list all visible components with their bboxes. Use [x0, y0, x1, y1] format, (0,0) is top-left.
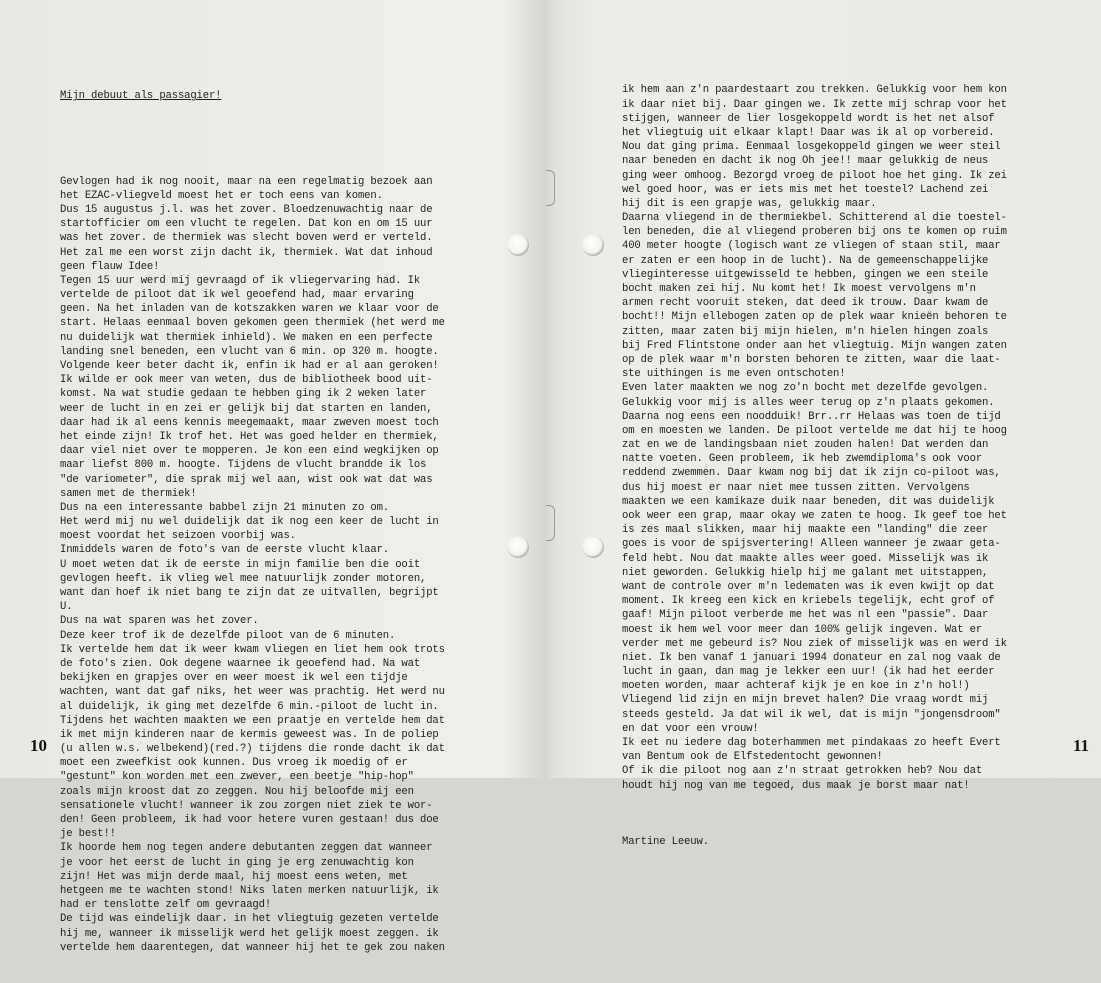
text-line: "de variometer", die sprak mij wel aan, wist ook wat dat was	[60, 473, 433, 486]
text-line: bocht maken zei hij. Nu komt het! Ik moest vervolgens m'n	[622, 283, 976, 296]
text-line: is zes maal slikken, maar hij maakte een "landing" die zeer	[622, 524, 989, 537]
text-line: maakten we een kamikaze duik naar beneden, dit was duidelijk	[622, 495, 995, 508]
text-line: zijn! Het was mijn derde maal, hij moest eens weten, met	[60, 870, 408, 883]
text-line: wel goed hoor, was er iets mis met het toestel? Lachend zei	[622, 183, 989, 196]
text-line: Nou dat ging prima. Eenmaal losgekoppeld gingen we weer steil	[622, 141, 1001, 154]
left-page	[0, 0, 545, 954]
text-line: steeds gesteld. Ja dat wil ik wel, dat is mijn "jongensdroom"	[622, 708, 1001, 721]
page-number-left: 10	[30, 736, 47, 755]
text-line: bocht!! Mijn ellebogen zaten op de plek waar knieën behoren te	[622, 311, 1007, 324]
text-line: "gestunt" kon worden met een zwever, een beetje "hip-hop"	[60, 771, 414, 784]
text-line: Volgende keer beter dacht ik, enfin ik had er al aan geroken!	[60, 360, 439, 373]
left-article-body	[60, 61, 490, 983]
text-line: op de plek waar m'n borsten behoren te zitten, waar die laat-	[622, 353, 1001, 366]
binder-hole-top-right	[582, 234, 604, 256]
text-line: maar liefst 800 m. hoogte. Tijdens de vlucht brandde ik los	[60, 459, 427, 472]
text-line: je voor het eerst de lucht in ging je erg zenuwachtig kon	[60, 856, 414, 869]
text-line: De tijd was eindelijk daar. in het vliegtuig gezeten vertelde	[60, 913, 439, 926]
text-line: was het zover. de thermiek was slecht boven werd er verteld.	[60, 232, 433, 245]
article-title: Mijn debuut als passagier!	[60, 90, 222, 103]
right-article-body	[622, 55, 1062, 878]
text-line: armen recht vooruit steken, dat deed ik trouw. Daar kwam de	[622, 297, 989, 310]
text-line: stijgen, wanneer de lier losgekoppeld wordt is het net alsof	[622, 112, 995, 125]
text-line: al duidelijk, ik ging met dezelfde 6 min.-piloot de lucht in.	[60, 700, 439, 713]
text-line: Gelukkig voor mij is alles weer terug op z'n plaats gekomen.	[622, 396, 995, 409]
text-line: ik met mijn kinderen naar de kermis geweest was. In de poliep	[60, 728, 439, 741]
text-line: ging weer omhoog. Bezorgd vroeg de piloot hoe het ging. Ik zei	[622, 169, 1007, 182]
text-line: hetgeen me te wachten stond! Niks laten merken natuurlijk, ik	[60, 884, 439, 897]
text-line: Ik hoorde hem nog tegen andere debutanten zeggen dat wanneer	[60, 842, 433, 855]
text-line: zat en we de landingsbaan niet zouden halen! Dat werden dan	[622, 439, 989, 452]
text-line: (u allen w.s. welbekend)(red.?) tijdens die ronde dacht ik dat	[60, 743, 445, 756]
text-line: natte voeten. Geen probleem, ik heb zwemdiploma's ook voor	[622, 453, 983, 466]
text-line: je best!!	[60, 828, 116, 841]
text-line: Daarna nog eens een noodduik! Brr..rr Helaas was toen de tijd	[622, 410, 1001, 423]
text-line: start. Helaas eenmaal boven gekomen geen thermiek (het werd me	[60, 317, 445, 330]
text-line: daar had ik al eens kennis meegemaakt, maar zweven moest toch	[60, 416, 439, 429]
text-line: wachten, want dat gaf niks, het weer was prachtig. Het werd nu	[60, 686, 445, 699]
author-signature: Martine Leeuw.	[622, 836, 709, 849]
text-line: verder met me gebeurd is? Nou ziek of misselijk was en werd ik	[622, 637, 1007, 650]
text-line: het vliegtuig uit elkaar klapt! Daar was ik al op vorbereid.	[622, 126, 995, 139]
text-line: Deze keer trof ik de dezelfde piloot van de 6 minuten.	[60, 629, 396, 642]
text-line: niet geworden. Gelukkig hielp hij me galant met uitstappen,	[622, 566, 989, 579]
text-line: Ik wilde er ook meer van weten, dus de bibliotheek bood uit-	[60, 374, 433, 387]
text-line: lucht in gaan, dan mag je lekker een uur! (ik had het eerder	[622, 666, 995, 679]
text-line: Ik vertelde hem dat ik weer kwam vliegen en liet hem ook trots	[60, 643, 445, 656]
text-line: Tegen 15 uur werd mij gevraagd of ik vliegervaring had. Ik	[60, 274, 421, 287]
staple-bottom	[546, 505, 555, 541]
text-line: daar viel niet over te mopperen. Je kon een eind wegkijken op	[60, 445, 439, 458]
text-line: reddend zwemmen. Daar kwam nog bij dat ik zijn co-piloot was,	[622, 467, 1001, 480]
text-line: geen flauw Idee!	[60, 260, 160, 273]
text-line: moet een zweefkist ook kunnen. Dus vroeg ik moedig of er	[60, 757, 408, 770]
text-line: gevlogen heeft. ik vlieg wel mee natuurlijk zonder motoren,	[60, 572, 427, 585]
text-line: Ik eet nu iedere dag boterhammen met pindakaas zo heeft Evert	[622, 737, 1001, 750]
text-line: Dus na een interessante babbel zijn 21 minuten zo om.	[60, 501, 389, 514]
text-line: nu duidelijk wat thermiek inhield). We maken en een perfecte	[60, 331, 433, 344]
text-line: Daarna vliegend in de thermiekbel. Schitterend al die toestel-	[622, 212, 1007, 225]
text-line: moment. Ik kreeg een kick en kriebels tegelijk, echt grof of	[622, 595, 995, 608]
text-line: ste uithingen is me even ontschoten!	[622, 368, 846, 381]
text-line: ik daar niet bij. Daar gingen we. Ik zette mij schrap voor het	[622, 98, 1007, 111]
text-line: Het werd mij nu wel duidelijk dat ik nog een keer de lucht in	[60, 516, 439, 529]
text-line: feld hebt. Nou dat maakte alles weer goed. Misselijk was ik	[622, 552, 989, 565]
text-line: Of ik die piloot nog aan z'n straat getrokken heb? Nou dat	[622, 765, 983, 778]
text-line: moest voordat het seizoen voorbij was.	[60, 530, 296, 543]
text-line: Tijdens het wachten maakten we een praatje en vertelde hem dat	[60, 714, 445, 727]
text-line: want de controle over m'n ledematen was ik even kwijt op dat	[622, 580, 995, 593]
text-line: Dus na wat sparen was het zover.	[60, 615, 259, 628]
text-line: hij me, wanneer ik misselijk werd het gelijk moest zeggen. ik	[60, 927, 439, 940]
text-line: om en moesten we landen. De piloot vertelde me dat hij te hoog	[622, 424, 1007, 437]
right-page	[545, 0, 1101, 849]
text-line: sensationele vlucht! wanneer ik zou zorgen niet ziek te wor-	[60, 799, 433, 812]
text-line: U moet weten dat ik de eerste in mijn familie ben die ooit	[60, 558, 421, 571]
text-line: 400 meter hoogte (logisch want ze vliegen of staan stil, maar	[622, 240, 1001, 253]
text-line: er zaten er een hoop in de lucht). Na de gemeenschappelijke	[622, 254, 989, 267]
text-line: houdt hij nog van me tegoed, dus maak je borst maar nat!	[622, 779, 970, 792]
text-line: U.	[60, 601, 73, 614]
text-line: had er tenslotte zelf om gevraagd!	[60, 899, 272, 912]
text-line: moest ik hem wel voor meer dan 100% gelijk ingeven. Wat er	[622, 623, 983, 636]
text-line: hij dit is een grapje was, gelukkig maar.	[622, 197, 877, 210]
text-line: ook weer een grap, maar okay we zaten te hoog. Ik geef toe het	[622, 510, 1007, 523]
text-line: Het zal me een worst zijn dacht ik, thermiek. Wat dat inhoud	[60, 246, 433, 259]
text-line: bekijken en grapjes over en weer moest ik wel een tijdje	[60, 672, 408, 685]
text-line: de foto's zien. Ook degene waarnee ik geoefend had. Na wat	[60, 657, 421, 670]
text-line: het einde zijn! Ik trof het. Het was goed helder en thermiek,	[60, 430, 439, 443]
text-line: vertelde de piloot dat ik wel geoefend had, maar ervaring	[60, 289, 414, 302]
text-line: weer de lucht in en zei er gelijk bij dat starten en landen,	[60, 402, 433, 415]
text-line: gaaf! Mijn piloot verberde me het was nl een "passie". Daar	[622, 609, 989, 622]
text-line: want dan hoef ik niet bang te zijn dat ze uitvallen, begrijpt	[60, 587, 439, 600]
staple-top	[546, 170, 555, 206]
binder-hole-top-left	[507, 234, 529, 256]
binder-hole-bottom-left	[507, 536, 529, 558]
text-line: komst. Na wat studie gedaan te hebben ging ik 2 weken later	[60, 388, 427, 401]
text-line: landing snel beneden, een vlucht van 6 min. op 320 m. hoogte.	[60, 345, 439, 358]
text-line: naar beneden en dacht ik nog Oh jee!! maar gelukkig de neus	[622, 155, 989, 168]
text-line: Gevlogen had ik nog nooit, maar na een regelmatig bezoek aan	[60, 175, 433, 188]
text-line: startofficier om een vlucht te regelen. Dat kon en om 15 uur	[60, 218, 433, 231]
text-line: bij Fred Flintstone onder aan het vliegtuig. Mijn wangen zaten	[622, 339, 1007, 352]
text-line: niet. Ik ben vanaf 1 januari 1994 donateur en zal nog vaak de	[622, 651, 1001, 664]
text-line: Dus 15 augustus j.l. was het zover. Bloedzenuwachtig naar de	[60, 203, 433, 216]
text-line: Inmiddels waren de foto's van de eerste vlucht klaar.	[60, 544, 389, 557]
text-line: den! Geen probleem, ik had voor hetere vuren gestaan! dus doe	[60, 814, 439, 827]
text-line: van Bentum ook de Elfstedentocht gewonnen!	[622, 751, 883, 764]
text-line: ik hem aan z'n paardestaart zou trekken. Gelukkig voor hem kon	[622, 84, 1007, 97]
text-line: dus hij moest er naar niet mee tussen zitten. Vervolgens	[622, 481, 970, 494]
text-line: het EZAC-vliegveld moest het er toch eens van komen.	[60, 189, 383, 202]
left-text-lines	[60, 175, 490, 955]
text-line: geen. Na het inladen van de kotszakken waren we klaar voor de	[60, 303, 439, 316]
text-line: goes is voor de spijsvertering! Alleen wanneer je zwaar geta-	[622, 538, 1001, 551]
text-line: samen met de thermiek!	[60, 487, 197, 500]
text-line: Vliegend lid zijn en mijn brevet halen? Die vraag wordt mij	[622, 694, 989, 707]
page-number-right: 11	[1072, 736, 1089, 755]
text-line: zoals mijn kroost dat zo zeggen. Nou hij beloofde mij een	[60, 785, 414, 798]
right-text-lines	[622, 83, 1062, 792]
binder-hole-bottom-right	[582, 536, 604, 558]
text-line: Even later maakten we nog zo'n bocht met dezelfde gevolgen.	[622, 382, 989, 395]
text-line: en dat voor een vrouw!	[622, 722, 759, 735]
text-line: vertelde hem daarentegen, dat wanneer hij het te gek zou naken	[60, 941, 445, 954]
text-line: zitten, maar zaten bij mijn hielen, m'n hielen hingen zoals	[622, 325, 989, 338]
text-line: moeten worden, maar achteraf kijk je en koe in z'n hol!)	[622, 680, 970, 693]
text-line: len beneden, die al vliegend proberen bij ons te komen op ruim	[622, 226, 1007, 239]
text-line: vlieginteresse uitgewisseld te hebben, gingen we een steile	[622, 268, 989, 281]
